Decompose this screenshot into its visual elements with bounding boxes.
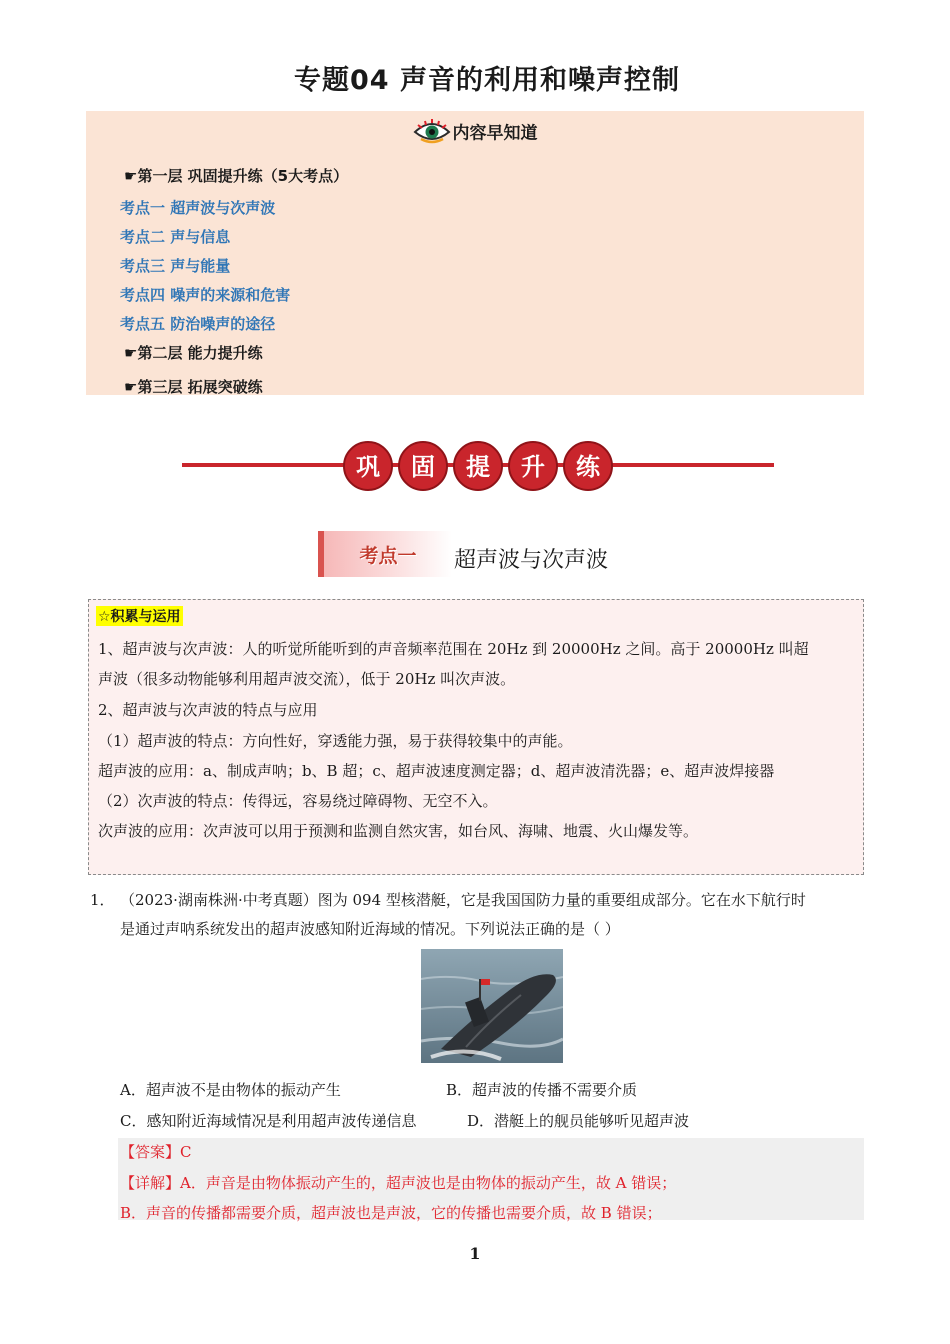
accumulate-line-5: 超声波的应用：a、制成声呐；b、B 超；c、超声波速度测定器；d、超声波清洗器；e、超声波焊接器 bbox=[98, 762, 775, 780]
option-a[interactable]: A．超声波不是由物体的振动产生 bbox=[120, 1081, 341, 1099]
question-stem-2: 是通过声呐系统发出的超声波感知附近海域的情况。下列说法正确的是（ ） bbox=[120, 920, 620, 938]
banner-char-5: 练 bbox=[576, 453, 600, 481]
banner-char-1: 巩 bbox=[356, 453, 380, 481]
toc-item-5[interactable]: 考点五 防治噪声的途径 bbox=[120, 315, 276, 333]
accumulate-line-6: （2）次声波的特点：传得远，容易绕过障碍物、无空不入。 bbox=[98, 792, 498, 810]
accumulate-line-4: （1）超声波的特点：方向性好，穿透能力强，易于获得较集中的声能。 bbox=[98, 732, 573, 750]
toc-layer-1[interactable]: ☛第一层 巩固提升练（5大考点） bbox=[124, 167, 349, 185]
option-d[interactable]: D．潜艇上的舰员能够听见超声波 bbox=[467, 1112, 690, 1130]
answer-text: 【答案】C bbox=[120, 1143, 192, 1161]
toc-item-3[interactable]: 考点三 声与能量 bbox=[120, 257, 231, 275]
banner-char-4: 升 bbox=[521, 453, 545, 481]
toc-layer-2[interactable]: ☛第二层 能力提升练 bbox=[124, 344, 263, 362]
section-banner bbox=[182, 440, 774, 492]
section-tag: 考点一 bbox=[318, 531, 452, 577]
toc-layer-3[interactable]: ☛第三层 拓展突破练 bbox=[124, 378, 263, 396]
page-number: 1 bbox=[469, 1244, 481, 1263]
accumulate-line-2: 声波（很多动物能够利用超声波交流），低于 20Hz 叫次声波。 bbox=[98, 670, 516, 688]
submarine-photo bbox=[421, 949, 563, 1063]
question-stem-1: （2023·湖南株洲·中考真题）图为 094 型核潜艇，它是我国国防力量的重要组成部分。它在水下航行时 bbox=[120, 891, 806, 909]
accumulate-line-3: 2、超声波与次声波的特点与应用 bbox=[98, 701, 318, 719]
option-b[interactable]: B．超声波的传播不需要介质 bbox=[446, 1081, 638, 1099]
toc-item-4[interactable]: 考点四 噪声的来源和危害 bbox=[120, 286, 291, 304]
accumulate-label: ☆积累与运用 bbox=[96, 606, 183, 626]
banner-char-3: 提 bbox=[466, 453, 490, 481]
toc-item-2[interactable]: 考点二 声与信息 bbox=[120, 228, 231, 246]
toc-heading-text: 内容早知道 bbox=[452, 123, 538, 144]
page-title: 专题04 声音的利用和噪声控制 bbox=[294, 65, 680, 96]
accumulate-line-1: 1、超声波与次声波：人的听觉所能听到的声音频率范围在 20Hz 到 20000Hz 之间。高于 20000Hz 叫超 bbox=[98, 640, 809, 658]
explanation-line-2: B．声音的传播都需要介质，超声波也是声波，它的传播也需要介质，故 B 错误； bbox=[120, 1204, 662, 1222]
section-title: 超声波与次声波 bbox=[454, 548, 609, 573]
toc-item-1[interactable]: 考点一 超声波与次声波 bbox=[120, 199, 276, 217]
toc-heading bbox=[86, 118, 864, 149]
banner-char-2: 固 bbox=[411, 453, 435, 481]
explanation-line-1: 【详解】A．声音是由物体振动产生的，超声波也是由物体的振动产生，故 A 错误； bbox=[120, 1174, 677, 1192]
option-c[interactable]: C．感知附近海域情况是利用超声波传递信息 bbox=[120, 1112, 417, 1130]
accumulate-line-7: 次声波的应用：次声波可以用于预测和监测自然灾害，如台风、海啸、地震、火山爆发等。 bbox=[98, 822, 699, 840]
question-number: 1． bbox=[90, 891, 115, 909]
eye-icon bbox=[413, 118, 451, 149]
